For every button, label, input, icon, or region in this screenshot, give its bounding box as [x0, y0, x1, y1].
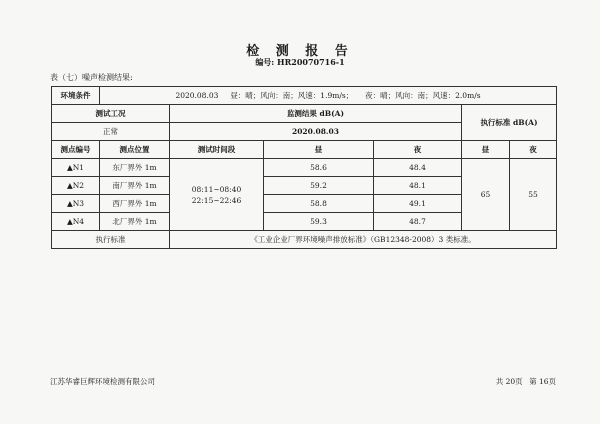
table-row [52, 159, 557, 177]
point-no: ▲N4 [52, 213, 100, 231]
current-page: 第 16页 [529, 377, 556, 386]
env-conditions [100, 87, 557, 105]
header-row-1 [52, 105, 557, 123]
point-no-header: 测点编号 [52, 141, 100, 159]
night-value: 48.4 [374, 159, 462, 177]
test-condition-value: 正常 [52, 123, 170, 141]
std-day-header: 昼 [462, 141, 510, 159]
noise-results-table [51, 86, 557, 249]
page-indicator [492, 376, 556, 387]
test-condition-header: 测试工况 [52, 105, 170, 123]
night-value: 49.1 [374, 195, 462, 213]
standard-header: 执行标准 dB(A) [462, 105, 557, 141]
night-value: 48.7 [374, 213, 462, 231]
total-pages: 共 20页 [495, 377, 523, 386]
env-date: 2020.08.03 [175, 91, 219, 100]
point-location-header: 测点位置 [100, 141, 170, 159]
env-night-conditions: 夜：晴；风向：南；风速：2.0m/s [365, 91, 481, 100]
env-label: 环境条件 [52, 87, 100, 105]
point-no: ▲N1 [52, 159, 100, 177]
standard-row-text: 《工业企业厂界环境噪声排放标准》（GB12348-2008）3 类标准。 [170, 231, 557, 249]
point-no: ▲N3 [52, 195, 100, 213]
header-row-3 [52, 141, 557, 159]
day-value: 58.6 [264, 159, 374, 177]
table-caption: 表（七）噪声检测结果: [50, 73, 133, 82]
point-no: ▲N2 [52, 177, 100, 195]
env-row [52, 87, 557, 105]
std-night-header: 夜 [510, 141, 557, 159]
standard-row [52, 231, 557, 249]
report-title: 检 测 报 告 [246, 44, 354, 59]
standard-day-value: 65 [462, 159, 510, 231]
point-location: 东厂界外 1m [100, 159, 170, 177]
monitoring-result-header: 监测结果 dB(A) [170, 105, 462, 123]
standard-row-label: 执行标准 [52, 231, 170, 249]
result-date: 2020.08.03 [170, 123, 462, 141]
point-location: 南厂界外 1m [100, 177, 170, 195]
company-name: 江苏华睿巨辉环境检测有限公司 [50, 377, 155, 386]
point-location: 北厂界外 1m [100, 213, 170, 231]
point-location: 西厂界外 1m [100, 195, 170, 213]
env-day-conditions: 昼：晴；风向：南；风速：1.9m/s； [230, 91, 354, 100]
report-number: 编号: HR20070716-1 [255, 57, 345, 67]
day-value: 59.2 [264, 177, 374, 195]
night-value: 48.1 [374, 177, 462, 195]
day-header: 昼 [264, 141, 374, 159]
night-header: 夜 [374, 141, 462, 159]
standard-night-value: 55 [510, 159, 557, 231]
time-period-header: 测试时间段 [170, 141, 264, 159]
day-value: 58.8 [264, 195, 374, 213]
time-period-value: 08:11~08:40 22:15~22:46 [170, 159, 264, 231]
day-value: 59.3 [264, 213, 374, 231]
